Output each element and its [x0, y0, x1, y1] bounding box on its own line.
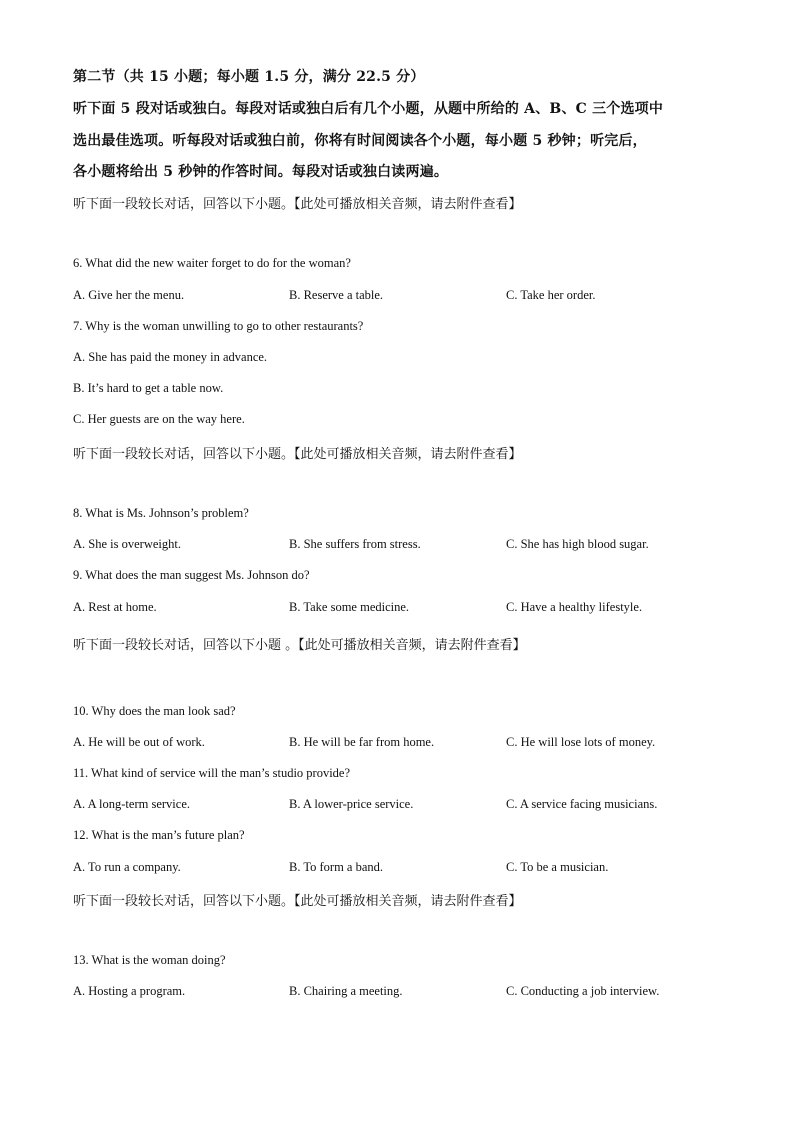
option-b: B. He will be far from home.	[289, 735, 435, 749]
option-a: A. Rest at home.	[73, 600, 157, 614]
question-stem: 10. Why does the man look sad?	[73, 704, 236, 718]
instructions-line-1: 听下面 5 段对话或独白。每段对话或独白后有几个小题，从题中所给的 A、B、C 三个选项中	[73, 101, 664, 117]
option-b: B. Take some medicine.	[289, 600, 410, 614]
option-c: C. To be a musician.	[506, 860, 609, 874]
question-stem: 9. What does the man suggest Ms. Johnson do?	[73, 568, 310, 582]
option-b: B. A lower-price service.	[289, 797, 414, 811]
option-b: B. She suffers from stress.	[289, 537, 421, 551]
option-c: C. Her guests are on the way here.	[73, 412, 245, 426]
option-a: A. She is overweight.	[73, 537, 181, 551]
option-a: A. Give her the menu.	[73, 288, 185, 302]
option-a: A. To run a company.	[73, 860, 181, 874]
option-a: A. A long-term service.	[73, 797, 190, 811]
option-c: C. Have a healthy lifestyle.	[506, 600, 643, 614]
question-stem: 8. What is Ms. Johnson’s problem?	[73, 506, 249, 520]
question-stem: 6. What did the new waiter forget to do for the woman?	[73, 256, 351, 270]
question-stem: 7. Why is the woman unwilling to go to other restaurants?	[73, 319, 364, 333]
option-b: B. Chairing a meeting.	[289, 984, 403, 998]
option-c: C. She has high blood sugar.	[506, 537, 649, 551]
question-stem: 11. What kind of service will the man’s studio provide?	[73, 766, 351, 780]
option-b: B. Reserve a table.	[289, 288, 384, 302]
option-a: A. He will be out of work.	[73, 735, 205, 749]
audio-note: 听下面一段较长对话，回答以下小题 。【此处可播放相关音频，请去附件查看】	[73, 638, 526, 653]
option-c: C. A service facing musicians.	[506, 797, 658, 811]
option-a: A. She has paid the money in advance.	[73, 350, 268, 364]
option-b: B. To form a band.	[289, 860, 384, 874]
option-c: C. Take her order.	[506, 288, 596, 302]
audio-note: 听下面一段较长对话，回答以下小题。【此处可播放相关音频，请去附件查看】	[73, 894, 522, 909]
instructions-line-2: 选出最佳选项。听每段对话或独白前，你将有时间阅读各个小题，每小题 5 秒钟；听完后，	[73, 133, 647, 149]
option-a: A. Hosting a program.	[73, 984, 186, 998]
option-c: C. He will lose lots of money.	[506, 735, 656, 749]
section-title: 第二节（共 15 小题；每小题 1.5 分，满分 22.5 分）	[73, 69, 425, 85]
audio-note: 听下面一段较长对话，回答以下小题。【此处可播放相关音频，请去附件查看】	[73, 447, 522, 462]
question-stem: 13. What is the woman doing?	[73, 953, 226, 967]
audio-note: 听下面一段较长对话，回答以下小题。【此处可播放相关音频，请去附件查看】	[73, 197, 522, 212]
question-stem: 12. What is the man’s future plan?	[73, 828, 245, 842]
option-c: C. Conducting a job interview.	[506, 984, 660, 998]
instructions-line-3: 各小题将给出 5 秒钟的作答时间。每段对话或独白读两遍。	[73, 164, 449, 180]
option-b: B. It’s hard to get a table now.	[73, 381, 224, 395]
